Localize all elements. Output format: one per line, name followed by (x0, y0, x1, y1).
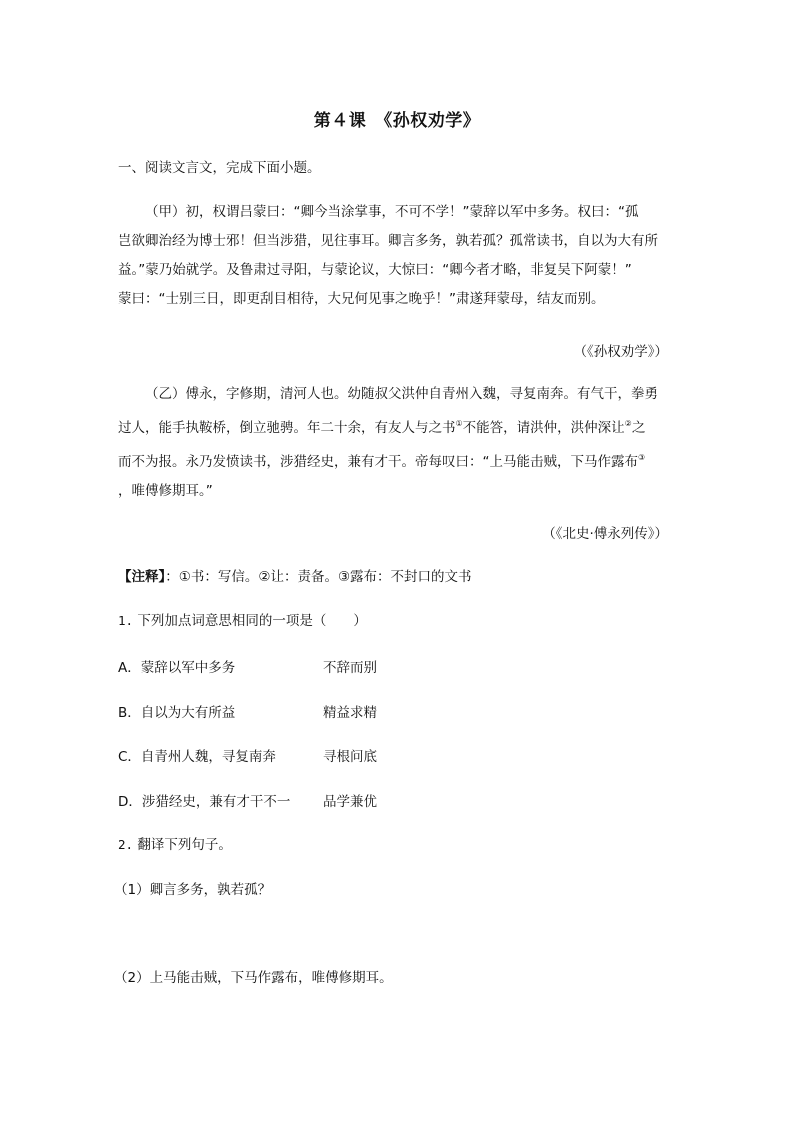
annotation-label: 【注释】 (118, 569, 166, 585)
passage-yi-line-2-b: 不能答，请洪仲，洪仲深让 (462, 420, 625, 436)
option-c-left: C．自青州人魏，寻复南奔 (118, 749, 276, 765)
option-a-left: A．蒙辞以军中多务 (118, 660, 236, 676)
footnote-mark-1: ① (455, 419, 463, 428)
question-2-item-1: （1）卿言多务，孰若孤？ (114, 882, 272, 898)
passage-jia-line-3: 益。”蒙乃始就学。及鲁肃过寻阳，与蒙论议，大惊曰：“卿今者才略，非复吴下阿蒙！” (118, 262, 632, 278)
question-1-option-b (118, 701, 377, 721)
passage-jia-line-2: 岂欲卿治经为博士邪！但当涉猎，见往事耳。卿言多务，孰若孤？孤常读书，自以为大有所 (118, 233, 658, 249)
question-1-number: 1. (118, 613, 134, 628)
question-1-text: 下列加点词意思相同的一项是（ ） (137, 613, 367, 629)
footnote-mark-2: ② (624, 419, 632, 428)
passage-jia (118, 198, 674, 314)
option-b-right: 精益求精 (323, 705, 377, 721)
question-2-item-2: （2）上马能击贼，下马作露布，唯傅修期耳。 (114, 970, 393, 986)
question-2-number: 2. (118, 837, 134, 852)
question-1-stem (118, 611, 367, 631)
footnote-mark-3: ③ (638, 453, 646, 462)
question-1-option-a (118, 656, 377, 676)
passage-yi-line-2 (118, 409, 674, 443)
question-1-option-d (118, 790, 377, 810)
option-a-right: 不辞而别 (323, 660, 377, 676)
section-one-heading: 一、阅读文言文，完成下面小题。 (118, 160, 321, 176)
option-b-left: B．自以为大有所益 (118, 705, 236, 721)
option-c-right: 寻根问底 (323, 749, 377, 765)
annotation-note (118, 567, 472, 587)
lesson-title: 第４课 《孙权劝学》 (313, 111, 481, 131)
passage-yi-line-2-c: 之 (631, 420, 646, 436)
passage-yi-line-2-a: 过人，能手执鞍桥，倒立驰骋。年二十余，有友人与之书 (118, 420, 456, 436)
passage-jia-source: （《孙权劝学》） (573, 344, 668, 360)
question-2-stem (118, 835, 232, 855)
question-2-text: 翻译下列句子。 (137, 837, 232, 853)
passage-yi-line-3 (118, 443, 674, 477)
passage-yi-line-4: ，唯傅修期耳。” (118, 483, 213, 499)
passage-jia-line-1: （甲）初，权谓吕蒙曰：“卿今当涂掌事，不可不学！”蒙辞以军中多务。权曰：“孤 (145, 204, 639, 220)
option-d-left: D．涉猎经史，兼有才干不一 (118, 794, 291, 810)
passage-yi-line-1: （乙）傅永，字修期，清河人也。幼随叔父洪仲自青州入魏，寻复南奔。有气干，拳勇 (145, 386, 658, 402)
question-1-option-c (118, 745, 377, 765)
passage-yi-source: （《北史·傅永列传》） (542, 526, 668, 542)
passage-yi-line-3-a: 而不为报。永乃发愤读书，涉猎经史，兼有才干。帝每叹曰：“上马能击贼，下马作露布 (118, 454, 638, 470)
option-d-right: 品学兼优 (323, 794, 377, 810)
passage-yi (118, 380, 674, 506)
passage-jia-line-4: 蒙曰：“士别三日，即更刮目相待，大兄何见事之晚乎！”肃遂拜蒙母，结友而别。 (118, 291, 605, 307)
annotation-text: ：①书：写信。②让：责备。③露布：不封口的文书 (165, 569, 472, 585)
